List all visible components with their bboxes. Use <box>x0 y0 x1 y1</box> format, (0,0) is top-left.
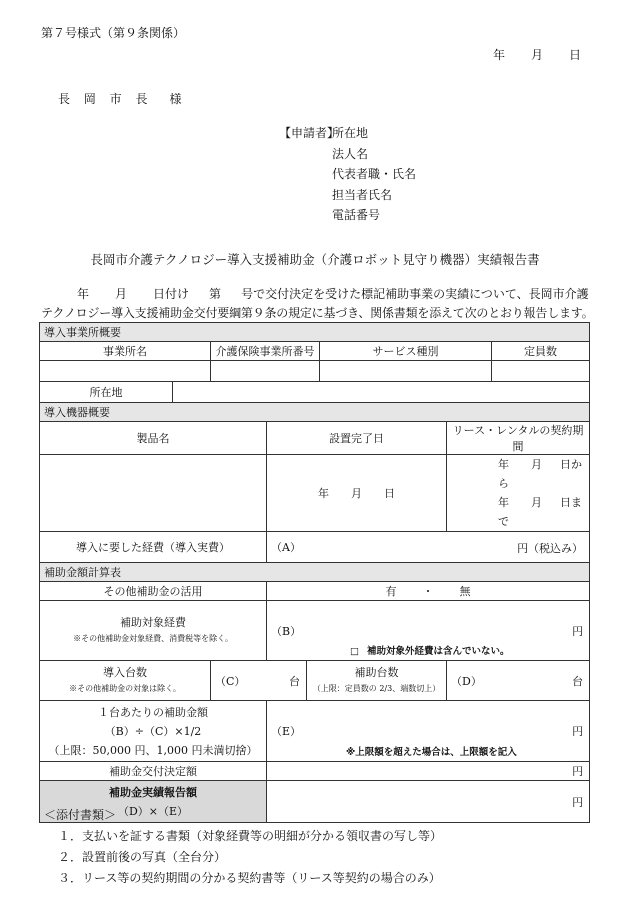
target-cost-input[interactable] <box>267 601 590 661</box>
body-year: 年 <box>77 287 90 301</box>
units-note: ※その他補助金の対象は除く。 <box>69 683 181 693</box>
date-month: 月 <box>531 48 544 62</box>
target-cost-note: ※その他補助金対象経費、消費税等を除く。 <box>73 633 233 643</box>
header-facility-name: 事業所名 <box>40 342 211 361</box>
section-calc-title: 補助金額計算表 <box>40 563 590 582</box>
section-facility-title: 導入事業所概要 <box>40 323 590 342</box>
lease-to-year: 年 <box>498 496 509 509</box>
option-yes[interactable]: 有 <box>385 585 397 598</box>
subsidy-units-label: 補助台数 <box>354 665 399 679</box>
subsidy-units-label-cell <box>307 661 447 701</box>
header-product-name: 製品名 <box>40 422 267 455</box>
subsidy-units-input[interactable] <box>447 661 590 701</box>
insurance-number-input[interactable] <box>211 361 320 382</box>
lease-to-suffix: 日まで <box>498 496 582 528</box>
checkbox-icon[interactable]: □ <box>350 646 359 657</box>
target-cost-label: 補助対象経費 <box>120 615 186 629</box>
location-label: 所在地 <box>40 382 173 403</box>
facility-name-input[interactable] <box>40 361 211 382</box>
per-unit-remark: ※上限額を超えた場合は、上限額を記入 <box>346 747 517 758</box>
target-cost-mark: （B） <box>271 625 302 638</box>
units-mark: （C） <box>215 675 246 688</box>
lease-from-year: 年 <box>498 458 509 471</box>
target-cost-unit: 円 <box>572 625 584 638</box>
cost-mark: （A） <box>271 541 301 554</box>
date-year: 年 <box>493 48 506 62</box>
install-date-input[interactable] <box>267 455 447 532</box>
subsidy-units-unit: 台 <box>572 675 584 688</box>
units-unit: 台 <box>289 675 300 688</box>
body-month: 月 <box>115 287 128 301</box>
lease-from <box>498 455 585 493</box>
other-subsidy-choice[interactable] <box>267 582 590 601</box>
target-cost-label-cell <box>40 601 267 661</box>
lease-from-suffix: 日から <box>498 458 582 490</box>
lease-from-month: 月 <box>531 458 542 471</box>
product-name-input[interactable] <box>40 455 267 532</box>
body-line-2: テクノロジー導入支援補助金交付要綱第９条の規定に基づき、関係書類を添えて次のとおり報告します。 <box>41 306 594 320</box>
report-unit: 円 <box>572 795 584 809</box>
decided-unit: 円 <box>572 765 584 778</box>
cost-label: 導入に要した経費（導入実費） <box>40 532 267 563</box>
subsidy-units-mark: （D） <box>451 675 482 688</box>
report-amount-formula: （D）×（E） <box>117 804 189 818</box>
applicant-field-corp-name: 法人名 <box>332 146 369 161</box>
attachments <box>44 805 442 889</box>
header-install-date: 設置完了日 <box>267 422 447 455</box>
body-no: 第 <box>209 287 222 301</box>
capacity-input[interactable] <box>492 361 590 382</box>
applicant-field-contact-person: 担当者氏名 <box>332 187 393 202</box>
applicant-fields <box>332 123 416 226</box>
option-no[interactable]: 無 <box>459 585 471 598</box>
header-lease-period: リース・レンタルの契約期間 <box>447 422 590 455</box>
per-unit-label: １台あたりの補助金額 <box>98 705 208 719</box>
location-input[interactable] <box>173 382 590 403</box>
decided-amount-input[interactable] <box>267 762 590 781</box>
other-subsidy-label: その他補助金の活用 <box>40 582 267 601</box>
units-input[interactable] <box>211 661 307 701</box>
install-month: 月 <box>351 487 362 500</box>
addressee: 長 岡 市 長 様 <box>58 92 187 106</box>
units-label-cell <box>40 661 211 701</box>
form-number: 第７号様式（第９条関係） <box>41 26 186 40</box>
attachments-title: ＜添付書類＞ <box>44 808 117 822</box>
body-line-1 <box>41 285 593 304</box>
lease-to-month: 月 <box>531 496 542 509</box>
document-title: 長岡市介護テクノロジー導入支援補助金（介護ロボット見守り機器）実績報告書 <box>90 252 540 267</box>
per-unit-note: （上限：50,000 円、1,000 円未満切捨） <box>48 743 258 757</box>
decided-amount-label: 補助金交付決定額 <box>40 762 267 781</box>
install-year: 年 <box>318 487 329 500</box>
applicant-field-representative: 代表者職・氏名 <box>332 167 417 181</box>
service-type-input[interactable] <box>320 361 492 382</box>
applicant-field-phone: 電話番号 <box>332 208 381 222</box>
cost-input[interactable] <box>267 532 590 563</box>
date-line <box>493 46 581 63</box>
units-label: 導入台数 <box>103 665 147 679</box>
attachment-item: １．支払いを証する書類（対象経費等の明細が分かる領収書の写し等） <box>58 829 443 843</box>
per-unit-input[interactable] <box>267 701 590 762</box>
lease-period-input[interactable] <box>447 455 590 532</box>
applicant-field-address: 所在地 <box>332 126 369 140</box>
applicant-label: 【申請者】 <box>279 126 340 140</box>
lease-to <box>498 493 585 531</box>
attachment-item: ２．設置前後の写真（全台分） <box>58 850 227 864</box>
section-equipment-title: 導入機器概要 <box>40 403 590 422</box>
option-separator: ・ <box>422 585 434 598</box>
attachment-item: ３．リース等の契約期間の分かる契約書等（リース等契約の場合のみ） <box>58 871 441 885</box>
per-unit-mark: （E） <box>271 725 302 738</box>
body-line1-rest: 号で交付決定を受けた標記補助事業の実績について、長岡市介護 <box>241 287 589 301</box>
subsidy-units-note: （上限：定員数の 2/3、端数切上） <box>312 683 441 693</box>
header-service-type: サービス種別 <box>320 342 492 361</box>
date-day: 日 <box>569 48 582 62</box>
body-text <box>41 285 593 323</box>
install-day: 日 <box>384 487 395 500</box>
header-insurance-number: 介護保険事業所番号 <box>211 342 320 361</box>
per-unit-label-cell <box>40 701 267 762</box>
report-table <box>39 322 590 823</box>
report-amount-label: 補助金実績報告額 <box>109 785 197 799</box>
cost-unit: 円（税込み） <box>517 542 584 555</box>
per-unit-formula: （B）÷（C）×1/2 <box>104 724 202 738</box>
per-unit-unit: 円 <box>572 725 584 738</box>
exclusion-check-text: 補助対象外経費は含んでいない。 <box>366 646 510 657</box>
header-capacity: 定員数 <box>492 342 590 361</box>
body-day: 日付け <box>153 287 190 301</box>
exclusion-check[interactable] <box>350 643 510 657</box>
